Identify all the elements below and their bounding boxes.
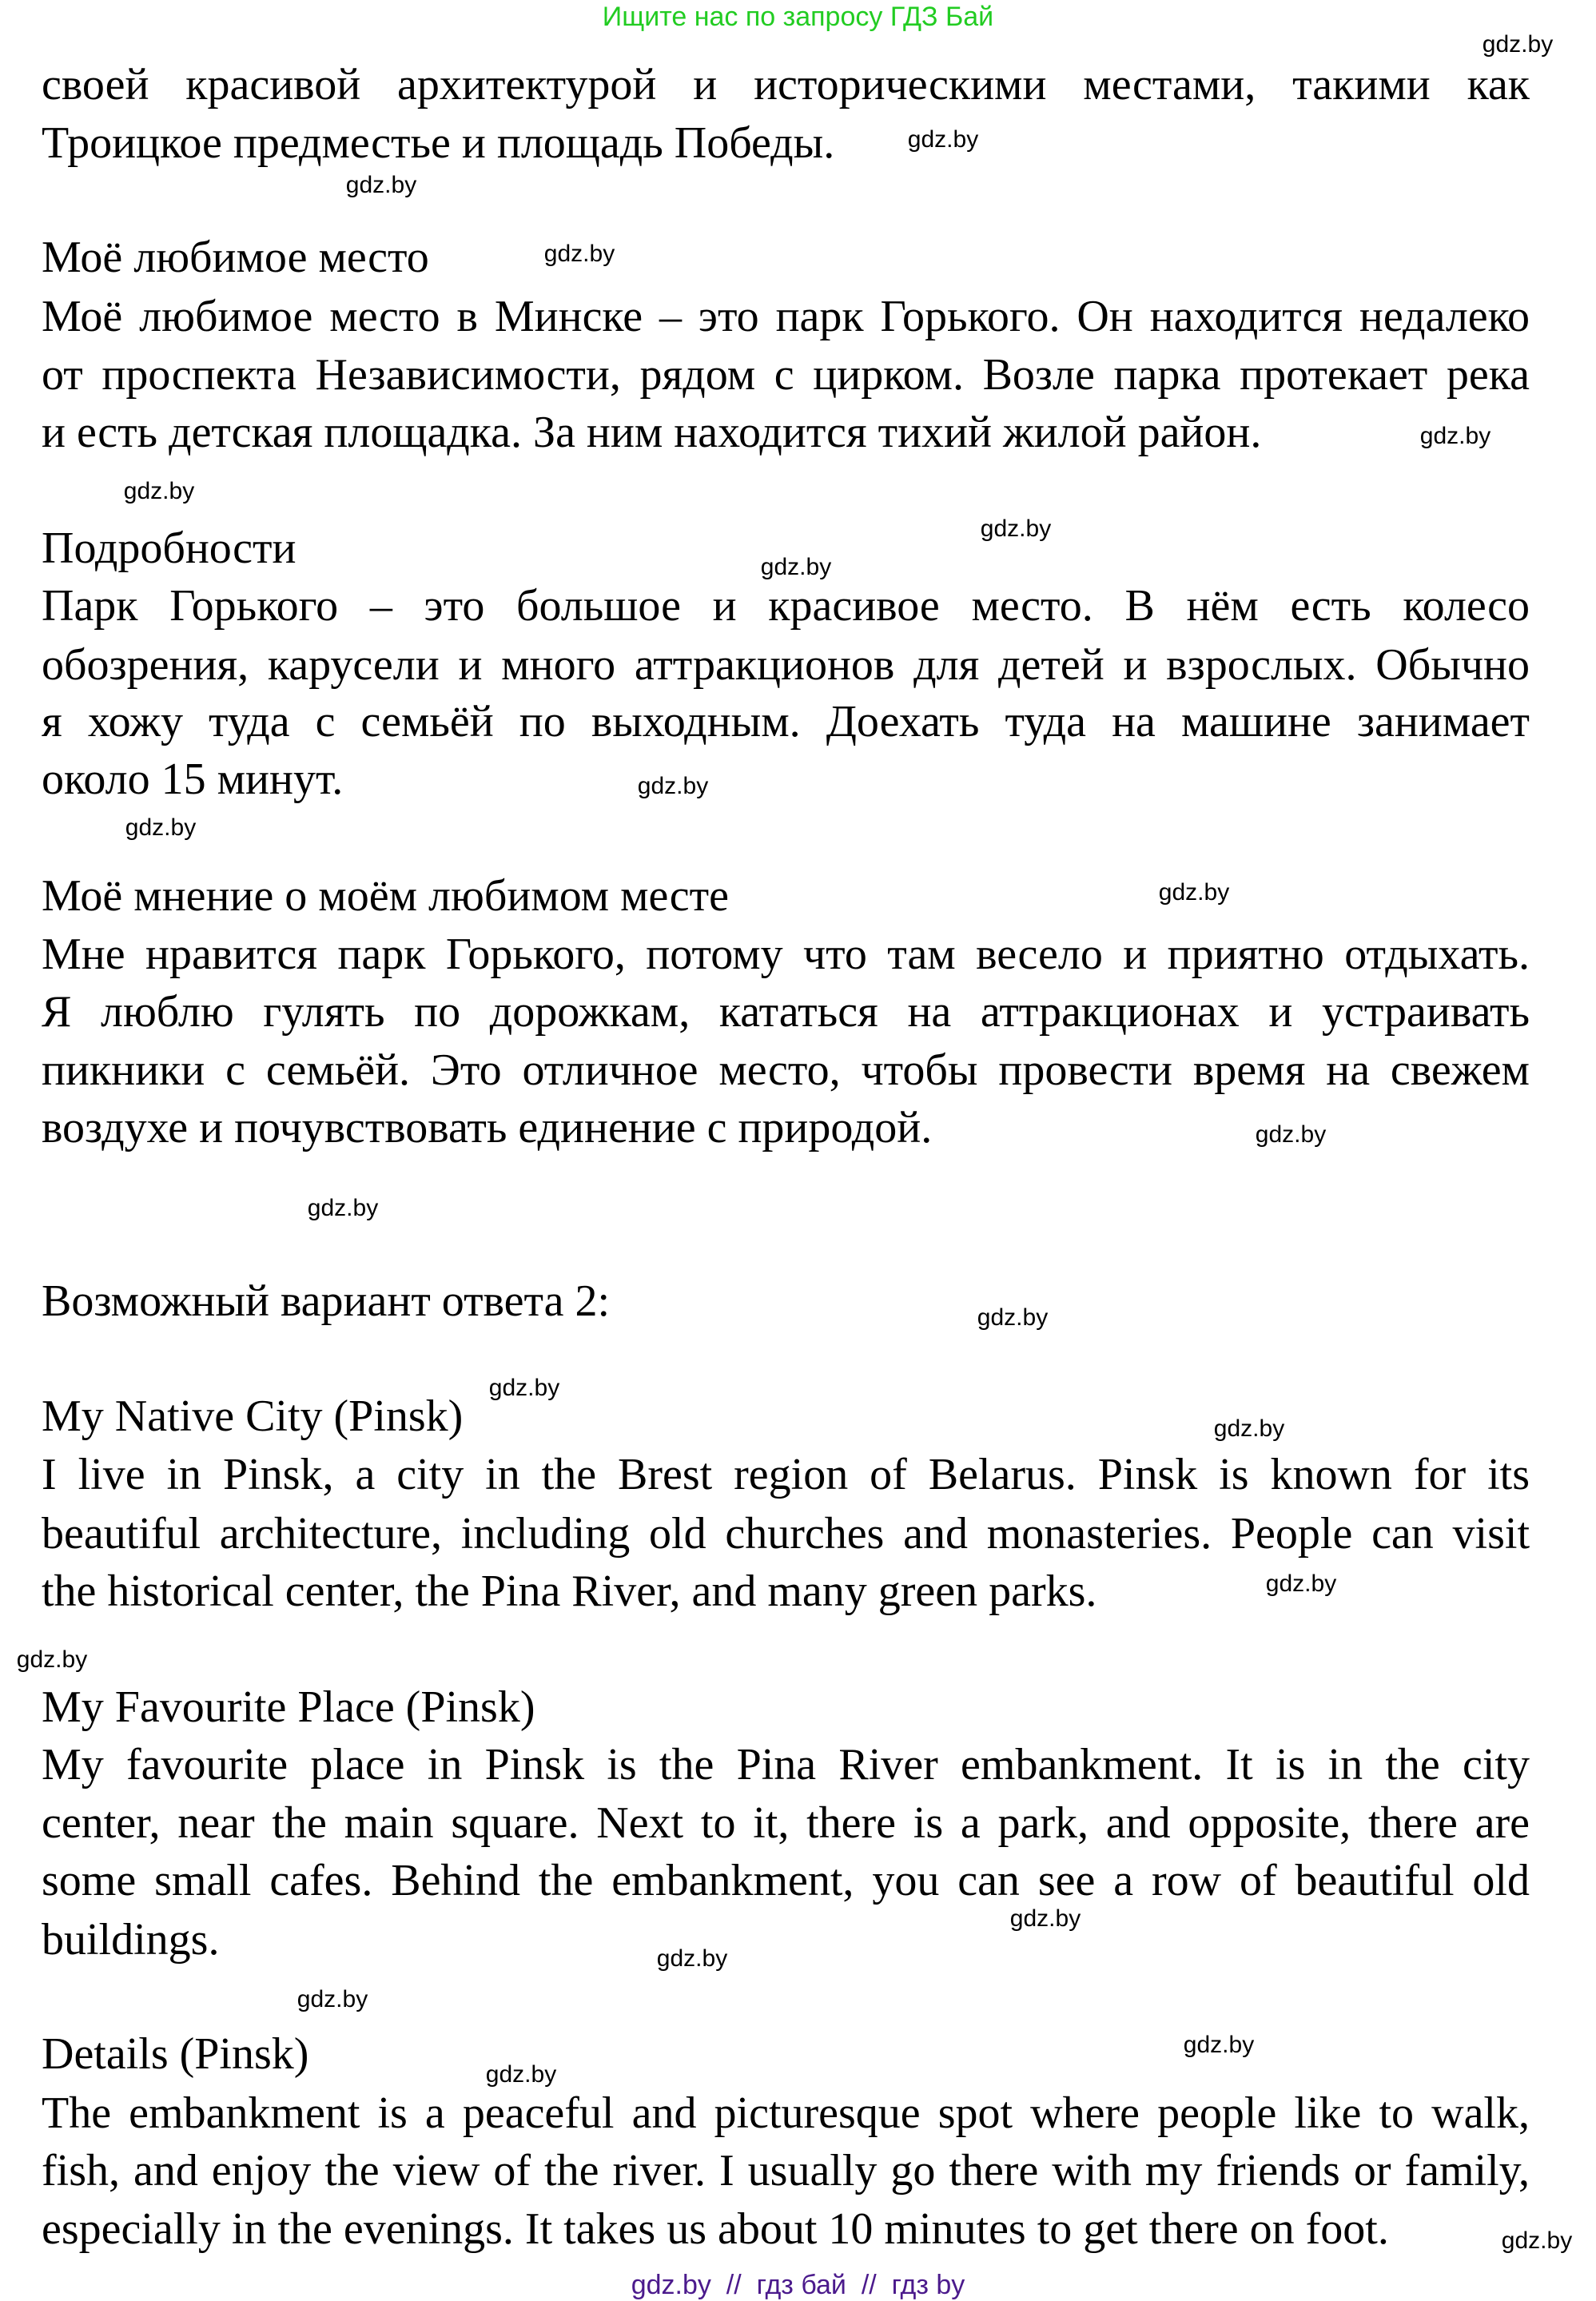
watermark: gdz.by [16, 1646, 88, 1673]
text-line: воздухе и почувствовать единение с природой. [42, 1103, 933, 1152]
watermark: gdz.by [345, 172, 417, 198]
text-line: beautiful architecture, including old churches and monasteries. People can visit [42, 1509, 1530, 1559]
text-line: Троицкое предместье и площадь Победы. [42, 118, 835, 168]
text-line: My favourite place in Pinsk is the Pina River embankment. It is in the city [42, 1740, 1530, 1789]
watermark: gdz.by [1419, 423, 1491, 449]
watermark: gdz.by [485, 2061, 557, 2088]
watermark: gdz.by [1158, 879, 1230, 906]
text-line: Мне нравится парк Горького, потому что там весело и приятно отдыхать. [42, 930, 1530, 979]
watermark: gdz.by [1482, 31, 1554, 58]
section-heading: Моё мнение о моём любимом месте [42, 871, 729, 921]
search-banner: Ищите нас по запросу ГДЗ Бай [602, 2, 994, 32]
watermark: gdz.by [656, 1945, 728, 1972]
text-line: обозрения, карусели и много аттракционов для детей и взрослых. Обычно [42, 640, 1530, 690]
text-line: от проспекта Независимости, рядом с цирком. Возле парка протекает река [42, 350, 1530, 400]
watermark: gdz.by [1213, 1415, 1285, 1442]
text-line: the historical center, the Pina River, and many green parks. [42, 1567, 1097, 1616]
text-line: Я люблю гулять по дорожкам, кататься на аттракционах и устраивать [42, 987, 1530, 1037]
text-line: some small cafes. Behind the embankment, you can see a row of beautiful old [42, 1856, 1530, 1905]
section-heading: Подробности [42, 523, 297, 573]
text-line: especially in the evenings. It takes us about 10 minutes to get there on foot. [42, 2204, 1389, 2254]
watermark: gdz.by [637, 773, 709, 799]
watermark: gdz.by [307, 1195, 379, 1221]
watermark: gdz.by [1501, 2227, 1573, 2254]
watermark: gdz.by [125, 814, 197, 841]
watermark: gdz.by [123, 478, 195, 504]
text-line: своей красивой архитектурой и историческими местами, такими как [42, 60, 1530, 109]
watermark: gdz.by [760, 554, 832, 580]
section-heading: My Native City (Pinsk) [42, 1391, 464, 1441]
text-line: около 15 минут. [42, 754, 344, 804]
watermark: gdz.by [297, 1986, 368, 2012]
text-line: Моё любимое место в Минске – это парк Горького. Он находится недалеко [42, 292, 1530, 341]
footer-links: gdz.by // гдз бай // гдз by [631, 2270, 965, 2300]
watermark: gdz.by [977, 1304, 1049, 1331]
section-heading: Details (Pinsk) [42, 2029, 309, 2079]
text-line: я хожу туда с семьёй по выходным. Доехать туда на машине занимает [42, 697, 1530, 746]
watermark: gdz.by [980, 516, 1052, 542]
section-heading: My Favourite Place (Pinsk) [42, 1682, 535, 1732]
watermark: gdz.by [1265, 1570, 1337, 1597]
text-line: пикники с семьёй. Это отличное место, чтобы провести время на свежем [42, 1045, 1530, 1095]
watermark: gdz.by [488, 1375, 560, 1401]
watermark: gdz.by [1255, 1121, 1327, 1148]
variant-heading: Возможный вариант ответа 2: [42, 1276, 611, 1326]
text-line: и есть детская площадка. За ним находится тихий жилой район. [42, 408, 1262, 457]
text-line: buildings. [42, 1915, 220, 1965]
watermark: gdz.by [1183, 2032, 1255, 2058]
section-heading: Моё любимое место [42, 233, 429, 282]
watermark: gdz.by [907, 126, 979, 153]
text-line: I live in Pinsk, a city in the Brest region of Belarus. Pinsk is known for its [42, 1450, 1530, 1499]
text-line: fish, and enjoy the view of the river. I usually go there with my friends or family, [42, 2146, 1530, 2196]
text-line: The embankment is a peaceful and picturesque spot where people like to walk, [42, 2088, 1530, 2138]
watermark: gdz.by [543, 241, 615, 267]
text-line: center, near the main square. Next to it, there is a park, and opposite, there are [42, 1798, 1530, 1848]
watermark: gdz.by [1009, 1905, 1081, 1932]
text-line: Парк Горького – это большое и красивое место. В нём есть колесо [42, 581, 1530, 631]
